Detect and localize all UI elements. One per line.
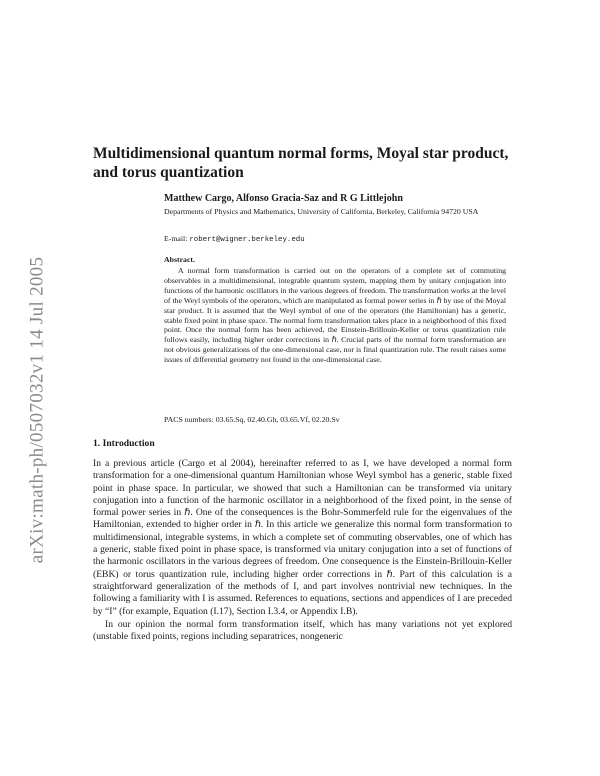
email-address[interactable]: robert@wigner.berkeley.edu xyxy=(189,236,305,244)
author-list: Matthew Cargo, Alfonso Gracia-Saz and R G Littlejohn xyxy=(164,193,403,204)
intro-paragraph-1: In a previous article (Cargo et al 2004), hereinafter referred to as I, we have developed a normal form transformation for a one-dimensional quantum Hamiltonian whose Weyl symbol has a generic, stable fixed point in phase space. In particular, we showed that such a Hamiltonian can be transformed via unitary conjugation into a function of the harmonic oscillator in a neighborhood of the fixed point, in the sense of formal power series in ℏ. One of the consequences is the Bohr-Sommerfeld rule for the eigenvalues of the Hamiltonian, extended to higher order in ℏ. In this article we generalize this normal form transformation to multidimensional, integrable systems, in which a complete set of commuting observables, one of which has a generic, stable fixed point in phase space, is transformed via unitary conjugation into a set of functions of the harmonic oscillators in the various degrees of freedom. One consequence is the Einstein-Brillouin-Keller (EBK) or torus quantization rule, including higher order corrections in ℏ. Part of this calculation is a straightforward generalization of the methods of I, and part involves nontrivial new techniques. In the following a familiarity with I is assumed. References to equations, sections and appendices of I are preceded by “I” (for example, Equation (I.17), Section I.3.4, or Appendix I.B). xyxy=(93,458,512,617)
arxiv-identifier: arXiv:math-ph/0507032v1 14 Jul 2005 xyxy=(26,256,47,564)
intro-paragraph-2: In our opinion the normal form transformation itself, which has many variations not yet explored (unstable fixed points, regions including separatrices, nongeneric xyxy=(93,618,512,643)
pacs-numbers: PACS numbers: 03.65.Sq, 02.40.Gh, 03.65.Vf, 02.20.Sv xyxy=(164,415,340,424)
section-heading-introduction: 1. Introduction xyxy=(93,438,155,449)
email-label: E-mail: xyxy=(164,234,188,243)
arxiv-sidebar-stamp xyxy=(22,200,52,620)
email-line xyxy=(164,234,305,244)
abstract-text: A normal form transformation is carried out on the operators of a complete set of commuting observables in a multidimensional, integrable quantum system, mapping them by unitary conjugation into functions of the harmonic oscillators in the various degrees of freedom. The transformation works at the level of the Weyl symbols of the operators, which are manipulated as formal power series in ℏ by use of the Moyal star product. It is assumed that the Weyl symbol of one of the operators (the Hamiltonian) has a generic, stable fixed point in phase space. The normal form transformation takes place in a neighborhood of this fixed point. Once the normal form has been achieved, the Einstein-Brillouin-Keller or torus quantization rule follows easily, including higher order corrections in ℏ. Crucial parts of the normal form transformation are not obvious generalizations of the one-dimensional case, nor is final quantization rule. The result raises some issues of differential geometry not found in the one-dimensional case. xyxy=(164,266,506,365)
affiliation: Departments of Physics and Mathematics, University of California, Berkeley, California 94720 USA xyxy=(164,207,479,216)
paper-title: Multidimensional quantum normal forms, Moyal star product, and torus quantization xyxy=(93,145,509,181)
abstract-heading: Abstract. xyxy=(164,255,195,264)
introduction-body xyxy=(93,458,512,643)
